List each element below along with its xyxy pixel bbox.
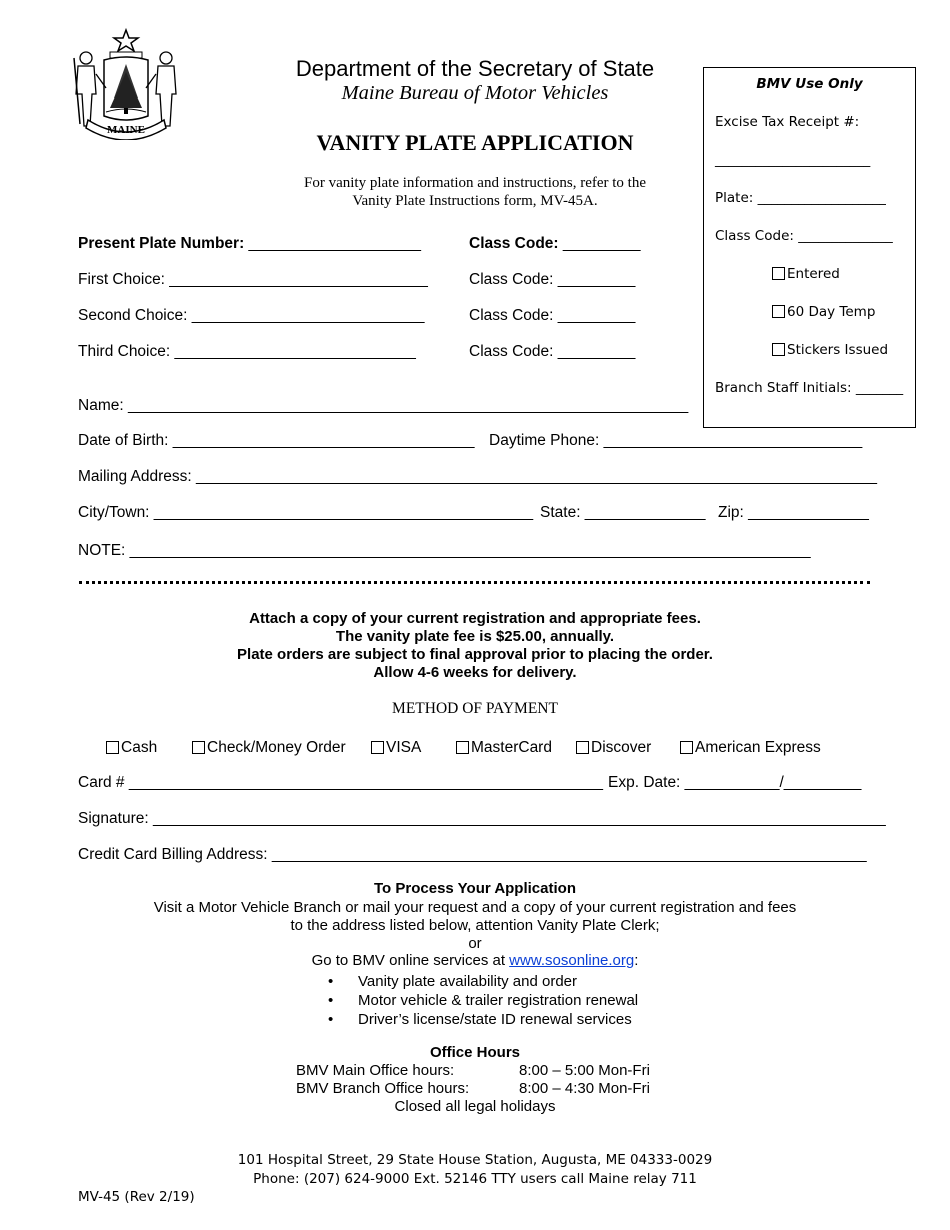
footer-address: 101 Hospital Street, 29 State House Station, Augusta, ME 04333-0029 [237,1152,713,1168]
list-item: • Vanity plate availability and order [328,972,638,991]
info-line-2: Vanity Plate Instructions form, MV-45A. [352,193,598,209]
online-services-line: Go to BMV online services at www.sosonline.org: [311,952,639,969]
visa-checkbox[interactable] [371,739,421,757]
notice-line-4: Allow 4-6 weeks for delivery. [373,664,577,681]
info-line-1: For vanity plate information and instructions, refer to the [304,175,646,191]
notice-line-1: Attach a copy of your current registration and appropriate fees. [249,610,701,627]
american-express-label: American Express [695,739,821,756]
exp-date-field[interactable]: Exp. Date: ___________/_________ [608,774,862,791]
second-choice-field[interactable]: Second Choice: ___________________________ [78,307,425,324]
note-field[interactable]: NOTE: _______________________________________________________________________________ [78,542,811,559]
mastercard-checkbox[interactable] [456,739,552,757]
present-plate-label: Present Plate Number: [78,235,245,252]
mailing-address-field[interactable]: Mailing Address: _______________________________________________________________________________ [78,468,878,485]
daytime-phone-field[interactable]: Daytime Phone: ______________________________ [489,432,863,449]
first-choice-label: First Choice: [78,271,165,288]
city-town-field[interactable]: City/Town: ____________________________________________ [78,504,534,521]
payment-heading: METHOD OF PAYMENT [392,700,558,717]
checkbox-icon [576,741,589,754]
form-title: VANITY PLATE APPLICATION [316,130,634,155]
branch-office-time: 8:00 – 4:30 Mon-Fri [519,1080,650,1097]
main-office-label: BMV Main Office hours: [296,1062,455,1079]
online-services-list [328,972,638,1029]
branch-office-label: BMV Branch Office hours: [296,1080,470,1097]
notice-line-3: Plate orders are subject to final approval prior to placing the order. [237,646,713,663]
check-money-order-label: Check/Money Order [207,739,346,756]
bmv-use-only-box [703,67,916,428]
discover-checkbox[interactable] [576,739,651,757]
bmv-class-code-field[interactable]: Class Code: ______________ [715,228,893,244]
stickers-issued-label: Stickers Issued [787,342,889,358]
first-choice-field[interactable]: First Choice: ______________________________ [78,271,428,288]
excise-receipt-label: Excise Tax Receipt #: [715,114,860,130]
process-line-2: to the address listed below, attention Vanity Plate Clerk; [290,917,660,934]
state-field[interactable]: State: ______________ [540,504,706,521]
card-number-field[interactable]: Card # _______________________________________________________ [78,774,603,791]
notice-line-2: The vanity plate fee is $25.00, annually. [335,628,615,645]
class-code-label: Class Code: [469,235,559,252]
second-class-code-field[interactable]: Class Code: _________ [469,307,636,324]
closed-holidays: Closed all legal holidays [394,1098,556,1115]
name-field[interactable]: Name: _________________________________________________________________ [78,397,689,414]
cash-checkbox[interactable] [106,739,157,757]
process-or: or [468,935,482,952]
cash-label: Cash [121,739,158,756]
mastercard-label: MasterCard [471,739,552,756]
zip-field[interactable]: Zip: ______________ [718,504,869,521]
bureau-title: Maine Bureau of Motor Vehicles [341,82,609,104]
checkbox-icon [772,267,785,280]
office-hours-heading: Office Hours [429,1044,520,1061]
billing-address-field[interactable]: Credit Card Billing Address: _____________________________________________________________________ [78,846,867,863]
process-line-1: Visit a Motor Vehicle Branch or mail your request and a copy of your current registration and fees [153,899,797,916]
class-code-label: Class Code: [469,307,554,324]
list-item: • Motor vehicle & trailer registration renewal [328,991,638,1010]
date-of-birth-field[interactable]: Date of Birth: ___________________________________ [78,432,475,449]
process-heading: To Process Your Application [374,880,576,897]
svg-text:MAINE: MAINE [107,124,145,136]
third-class-code-field[interactable]: Class Code: _________ [469,343,636,360]
excise-receipt-field[interactable]: _______________________ [715,152,871,168]
second-choice-label: Second Choice: [78,307,188,324]
sosonline-link[interactable]: www.sosonline.org [509,952,635,969]
list-item: • Driver’s license/state ID renewal services [328,1010,638,1029]
checkbox-icon [106,741,119,754]
entered-label: Entered [787,266,840,282]
state-seal [70,28,182,140]
third-choice-field[interactable]: Third Choice: ____________________________ [78,343,416,360]
first-class-code-field[interactable]: Class Code: _________ [469,271,636,288]
checkbox-icon [192,741,205,754]
checkbox-icon [456,741,469,754]
american-express-checkbox[interactable] [680,739,821,757]
main-office-time: 8:00 – 5:00 Mon-Fri [519,1062,650,1079]
class-code-label: Class Code: [469,271,554,288]
dotted-divider [79,581,870,584]
checkbox-icon [680,741,693,754]
entered-checkbox[interactable] [772,266,840,282]
checkbox-icon [772,305,785,318]
dept-title: Department of the Secretary of State [295,56,655,81]
footer-phone: Phone: (207) 624-9000 Ext. 52146 TTY users call Maine relay 711 [253,1171,697,1187]
third-choice-label: Third Choice: [78,343,171,360]
checkbox-icon [371,741,384,754]
visa-label: VISA [386,739,422,756]
present-class-code-field[interactable]: Class Code: _________ [469,235,641,252]
branch-staff-initials-field[interactable]: Branch Staff Initials: _______ [715,380,904,396]
signature-field[interactable]: Signature: _____________________________________________________________________________________ [78,810,886,827]
present-plate-field[interactable]: Present Plate Number: ____________________ [78,235,421,252]
discover-label: Discover [591,739,652,756]
60-day-temp-checkbox[interactable] [772,304,875,320]
bmv-box-title: BMV Use Only [756,76,863,92]
checkbox-icon [772,343,785,356]
class-code-label: Class Code: [469,343,554,360]
form-id: MV-45 (Rev 2/19) [78,1189,195,1205]
check-money-order-checkbox[interactable] [192,739,346,757]
stickers-issued-checkbox[interactable] [772,342,888,358]
60-day-temp-label: 60 Day Temp [787,304,876,320]
plate-field[interactable]: Plate: ___________________ [715,190,886,206]
